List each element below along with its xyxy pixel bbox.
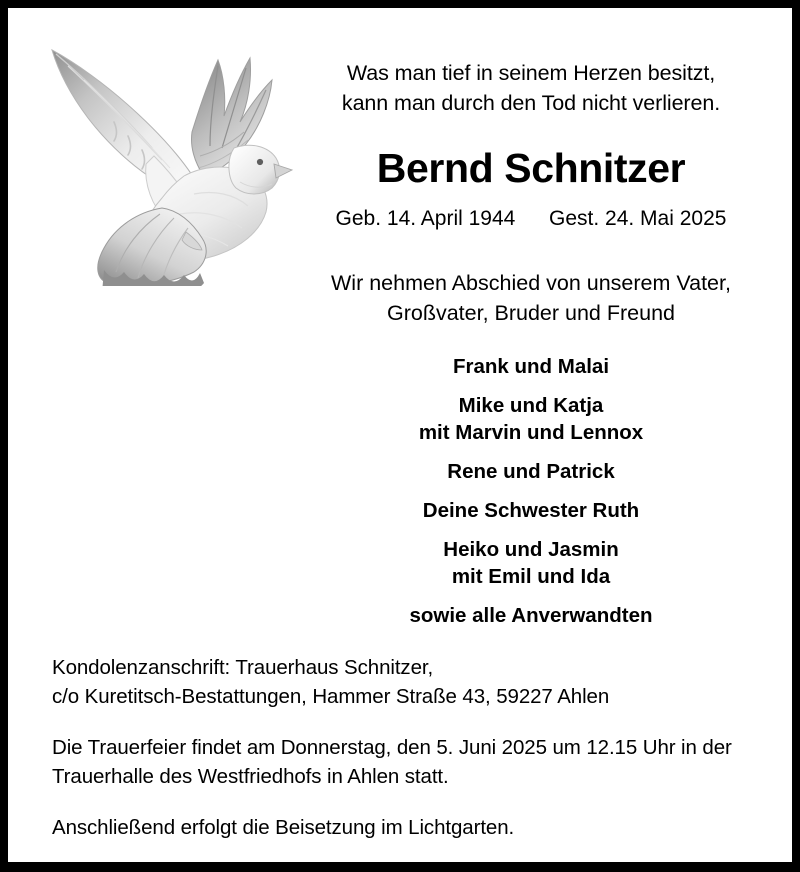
notice-inner xyxy=(8,8,792,862)
farewell-line-1: Wir nehmen Abschied von unserem Vater, xyxy=(331,271,731,295)
dove-illustration xyxy=(34,36,299,286)
mourners-list xyxy=(300,328,762,629)
farewell-line-2: Großvater, Bruder und Freund xyxy=(386,301,675,325)
mourner-line-1: Deine Schwester Ruth xyxy=(422,499,640,522)
epigraph xyxy=(300,8,762,118)
list-item xyxy=(300,392,762,446)
ceremony-line-1: Die Trauerfeier findet am Donnerstag, den 5. Juni 2025 um 12.15 Uhr in der xyxy=(52,736,732,759)
list-item xyxy=(300,602,762,629)
mourner-line-2: mit Marvin und Lennox xyxy=(418,421,644,444)
epigraph-line-2: kann man durch den Tod nicht verlieren. xyxy=(341,91,721,115)
condolence-address xyxy=(52,653,758,711)
mourner-line-1: sowie alle Anverwandten xyxy=(409,604,653,627)
notice-text-column xyxy=(300,8,762,629)
birth-date: Geb. 14. April 1944 xyxy=(335,207,516,230)
ceremony-line-2: Trauerhalle des Westfriedhofs in Ahlen statt. xyxy=(52,765,449,788)
deceased-name: Bernd Schnitzer xyxy=(376,145,686,191)
farewell-message xyxy=(300,232,762,328)
list-item xyxy=(300,353,762,380)
mourner-line-1: Heiko und Jasmin xyxy=(443,538,619,561)
list-item xyxy=(300,536,762,590)
condolence-line-2: c/o Kuretitsch-Bestattungen, Hammer Straße 43, 59227 Ahlen xyxy=(52,685,610,708)
ceremony-details xyxy=(52,733,758,791)
mourner-line-2: mit Emil und Ida xyxy=(451,565,611,588)
dove-wing-left xyxy=(52,50,202,229)
condolence-line-1: Kondolenzanschrift: Trauerhaus Schnitzer, xyxy=(52,656,434,679)
dove-wing-right xyxy=(192,58,273,176)
list-item xyxy=(300,497,762,524)
dove-head xyxy=(229,145,292,194)
epigraph-line-1: Was man tief in seinem Herzen besitzt, xyxy=(346,61,716,85)
list-item xyxy=(300,458,762,485)
mourner-line-1: Rene und Patrick xyxy=(447,460,615,483)
footer-block xyxy=(52,653,758,842)
mourner-line-1: Frank und Malai xyxy=(452,355,610,378)
burial-line-1: Anschließend erfolgt die Beisetzung im Lichtgarten. xyxy=(52,816,515,839)
life-dates xyxy=(300,192,762,232)
mourner-line-1: Mike und Katja xyxy=(458,394,604,417)
death-date: Gest. 24. Mai 2025 xyxy=(549,207,727,230)
dove-body xyxy=(142,167,267,261)
dove-tail xyxy=(98,208,206,286)
burial-details xyxy=(52,813,758,842)
